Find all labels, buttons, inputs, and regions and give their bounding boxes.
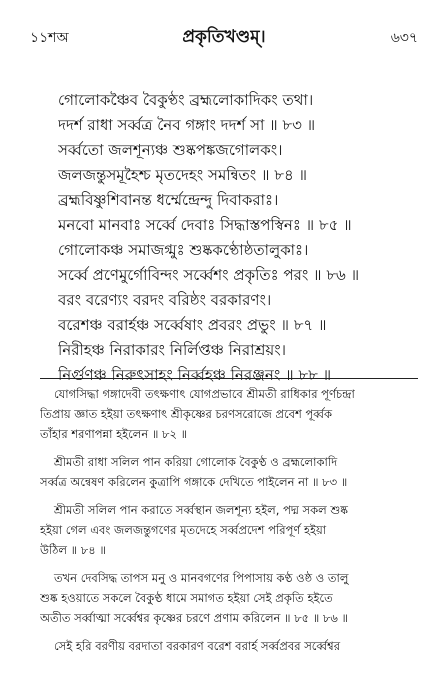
- commentary-line: হইয়া গেল এবং জলজন্তুগণের মৃতদেহে সর্ব্বপ্রদেশ পরিপূর্ণ হইয়া: [40, 523, 327, 537]
- verse-line: মনবো মানবাঃ সর্ব্বে দেবাঃ সিদ্ধাস্তপস্বিনঃ ॥ ৮৫ ॥: [58, 216, 352, 234]
- verse-line: জলজন্তুসমূহৈশ্চ মৃতদেহং সমন্বিতং ॥ ৮৪ ॥: [58, 166, 307, 184]
- commentary-line: যোগসিদ্ধা গঙ্গাদেবী তৎক্ষণাৎ যোগপ্রভাবে শ্রীমতী রাধিকার পূর্ণচন্দ্রা: [54, 387, 355, 401]
- verse-line: নিরীহঞ্চ নিরাকারং নির্লিপ্তঞ্চ নিরাশ্রয়ং।: [58, 341, 287, 359]
- commentary-line: শ্রীমতী রাধা সলিল পান করিয়া গোলোক বৈকুণ্ঠ ও ব্রহ্মলোকাদি: [54, 455, 338, 469]
- verse-line: বরেশঞ্চ বরার্হঞ্চ সর্ব্বেষাং প্রবরং প্রভুং ॥ ৮৭ ॥: [58, 316, 327, 334]
- commentary-line: সর্ব্বত্র অন্বেষণ করিলেন কুত্রাপি গঙ্গাকে দেখিতে পাইলেন না ॥ ৮৩ ॥: [40, 475, 348, 489]
- verse-line: সর্ব্বতো জলশূন্যঞ্চ শুষ্কপঙ্কজগোলকং।: [58, 141, 283, 159]
- verse-line: ব্রহ্মবিষ্ণুশিবানন্ত ধর্ম্মেন্দ্রেন্দু দিবাকরাঃ।: [58, 191, 279, 209]
- verse-line: বরং বরেণ্যং বরদং বরিষ্ঠং বরকারণং।: [58, 291, 272, 309]
- paragraph-gap: [40, 560, 418, 568]
- section-title: প্রকৃতিখণ্ডম্।: [182, 27, 266, 47]
- verse-line: গোলোকঞ্চ সমাজগ্মুঃ শুষ্ককণ্ঠোষ্ঠতালুকাঃ।: [58, 241, 309, 259]
- commentary-line: অতীত সর্ব্বাত্মা সর্ব্বেশ্বর কৃষ্ণের চরণে প্রণাম করিলেন ॥ ৮৫ ॥ ৮৬ ॥: [40, 611, 349, 625]
- commentary-line: উঠিল ॥ ৮৪ ॥: [40, 543, 106, 557]
- verse-line: নির্গুণঞ্চ নিরুৎসাহং নির্ব্বহঞ্চ নিরঞ্জনং ॥ ৮৮ ॥: [58, 366, 332, 384]
- commentary-line: সেই হরি বরণীয় বরদাতা বরকারণ বরেশ বরার্হ সর্ব্বপ্রবর সর্ব্বেশ্বর: [54, 639, 341, 653]
- verse-line: গোলোকঞ্চৈব বৈকুণ্ঠং ব্রহ্মলোকাদিকং তথা।: [58, 91, 314, 109]
- verse-line: সর্ব্বে প্রণেমুর্গোবিন্দং সর্ব্বেশং প্রকৃতিঃ পরং ॥ ৮৬ ॥: [58, 266, 360, 284]
- section-divider: [40, 378, 418, 379]
- commentary-line: শ্রীমতী সলিল পান করাতে সর্ব্বস্থান জলশূন্য হইল, পদ্ম সকল শুষ্ক: [54, 503, 348, 517]
- chapter-label: ১১শঅ: [30, 30, 69, 46]
- sanskrit-verses: [58, 88, 416, 388]
- verse-line: দদর্শ রাধা সর্ব্বত্র নৈব গঙ্গাং দদর্শ সা ॥ ৮৩ ॥: [58, 116, 316, 134]
- commentary-line: তাঁহার শরণাপন্না হইলেন ॥ ৮২ ॥: [40, 427, 188, 441]
- paragraph-gap: [40, 444, 418, 452]
- commentary-line: তিপ্রায় জ্ঞাত হইয়া তৎক্ষণাৎ শ্রীকৃষ্ণের চরণসরোজে প্রবেশ পূর্ব্বক: [40, 407, 333, 421]
- commentary-line: শুষ্ক হওয়াতে সকলে বৈকুণ্ঠ ধামে সমাগত হইয়া সেই প্রকৃতি হইতে: [40, 591, 333, 605]
- paragraph-gap: [40, 628, 418, 636]
- page-header: [30, 24, 418, 50]
- paragraph-gap: [40, 492, 418, 500]
- commentary-line: তখন দেবসিদ্ধ তাপস মনু ও মানবগণের পিপাসায় কণ্ঠ ওষ্ঠ ও তালু: [54, 571, 349, 585]
- bengali-commentary: [40, 384, 418, 656]
- page-number: ৬৩৭: [390, 30, 418, 46]
